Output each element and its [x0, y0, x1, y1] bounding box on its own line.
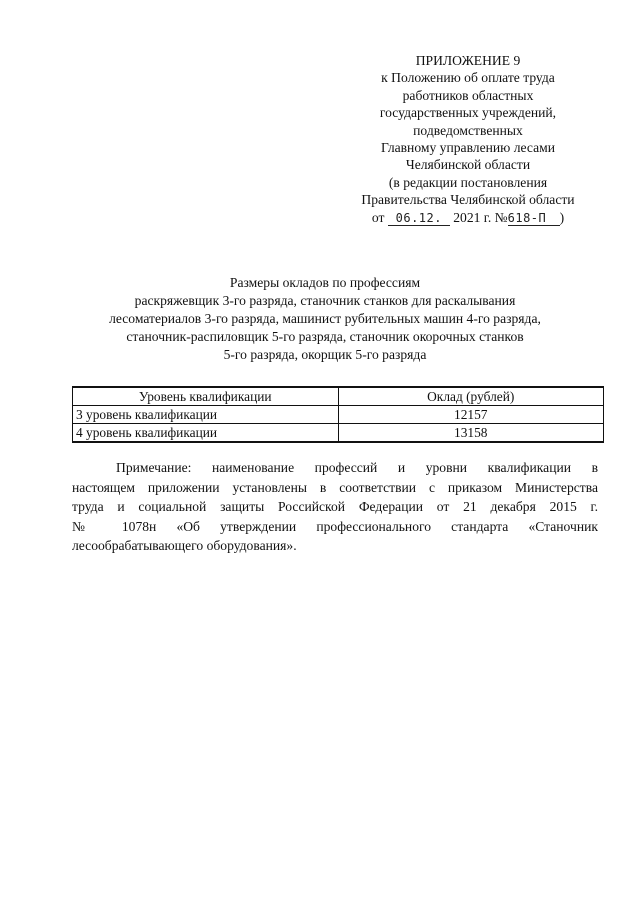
salary-cell: 12157	[338, 406, 604, 424]
qualification-level-cell: 4 уровень квалификации	[73, 424, 339, 443]
note-paragraph	[72, 458, 598, 556]
title-line: лесоматериалов 3-го разряда, машинист рубительных машин 4-го разряда,	[109, 311, 541, 326]
appendix-line: государственных учреждений,	[379, 105, 557, 121]
table-row	[73, 406, 604, 424]
salary-table	[72, 386, 604, 443]
appendix-header	[340, 52, 596, 226]
note-line: труда и социальной защиты Российской Федерации от 21 декабря 2015 г.	[72, 499, 598, 515]
appendix-title: ПРИЛОЖЕНИЕ 9	[415, 53, 521, 68]
appendix-line: Правительства Челябинской области	[361, 192, 575, 208]
date-prefix: от	[371, 209, 385, 225]
appendix-line: Главному управлению лесами	[380, 140, 555, 156]
appendix-line: (в редакции постановления	[388, 174, 548, 190]
title-line: раскряжевщик 3-го разряда, станочник станков для раскалывания	[134, 293, 516, 308]
table-header-row	[73, 387, 604, 406]
note-line: настоящем приложении установлены в соответствии с приказом Министерства	[72, 479, 598, 495]
number-fill-line	[508, 211, 560, 226]
appendix-line: Челябинской области	[405, 157, 531, 173]
appendix-line: к Положению об оплате труда	[381, 70, 555, 86]
column-header-level: Уровень квалификации	[73, 387, 339, 406]
decree-date-line	[340, 209, 596, 226]
document-title	[60, 274, 590, 364]
handwritten-date: 06.12.	[395, 210, 442, 225]
title-line: 5-го разряда, окорщик 5-го разряда	[223, 347, 427, 362]
appendix-line: работников областных	[402, 87, 534, 103]
note-line: Примечание: наименование профессий и уровни квалификации в	[116, 460, 598, 475]
note-line: № 1078н «Об утверждении профессионального стандарта «Станочник	[72, 518, 598, 534]
note-line: лесообрабатывающего оборудования».	[72, 538, 297, 554]
title-line: станочник-распиловщик 5-го разряда, станочник окорочных станков	[126, 329, 524, 344]
qualification-level-cell: 3 уровень квалификации	[73, 406, 339, 424]
year-text: 2021 г. №	[453, 209, 508, 225]
column-header-salary: Оклад (рублей)	[338, 387, 604, 406]
table-row	[73, 424, 604, 443]
date-fill-line	[388, 211, 450, 226]
appendix-line: подведомственных	[413, 122, 523, 138]
salary-cell: 13158	[338, 424, 604, 443]
handwritten-number: 618-П	[507, 210, 547, 225]
closing-paren: )	[559, 209, 565, 225]
title-line: Размеры окладов по профессиям	[229, 275, 421, 290]
